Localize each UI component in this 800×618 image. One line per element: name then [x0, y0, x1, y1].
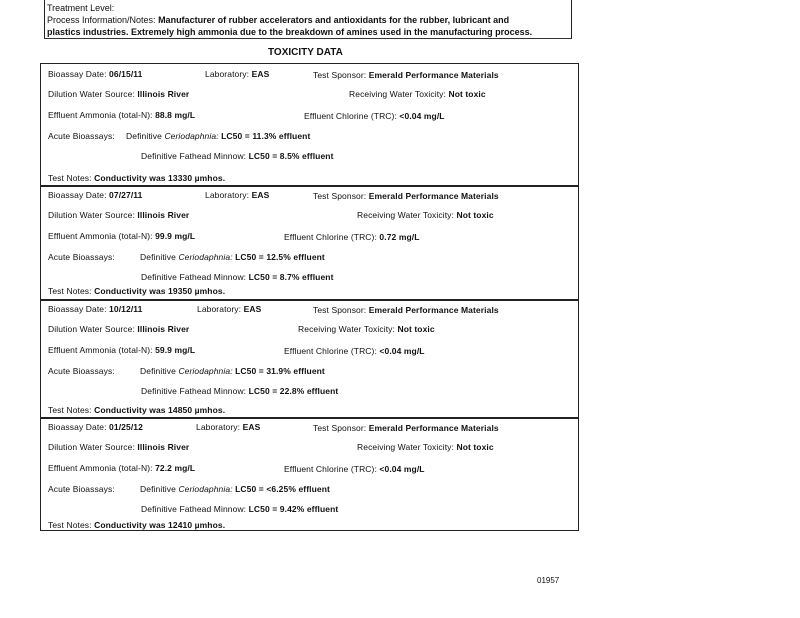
- receiving-water-toxicity: Receiving Water Toxicity: Not toxic: [349, 89, 486, 99]
- effluent-ammonia: Effluent Ammonia (total-N): 99.9 mg/L: [48, 231, 196, 241]
- acute-bioassays-label: Acute Bioassays:: [48, 252, 115, 262]
- effluent-chlorine: Effluent Chlorine (TRC): <0.04 mg/L: [284, 464, 425, 474]
- header-box-left-border: [44, 0, 45, 38]
- record-separator: [40, 299, 578, 301]
- effluent-ammonia: Effluent Ammonia (total-N): 59.9 mg/L: [48, 345, 196, 355]
- test-notes: Test Notes: Conductivity was 13330 µmhos.: [48, 173, 226, 183]
- effluent-ammonia: Effluent Ammonia (total-N): 88.8 mg/L: [48, 110, 196, 120]
- fathead-minnow-result: Definitive Fathead Minnow: LC50 = 8.5% effluent: [141, 151, 334, 161]
- toxicity-data-title: TOXICITY DATA: [268, 47, 343, 58]
- bioassay-date: Bioassay Date: 06/15/11: [48, 69, 143, 79]
- test-sponsor: Test Sponsor: Emerald Performance Materials: [313, 70, 499, 80]
- bioassay-date: Bioassay Date: 01/25/12: [48, 422, 143, 432]
- receiving-water-toxicity: Receiving Water Toxicity: Not toxic: [298, 324, 435, 334]
- fathead-minnow-result: Definitive Fathead Minnow: LC50 = 8.7% effluent: [141, 272, 334, 282]
- ceriodaphnia-result: Definitive Ceriodaphnia: LC50 = 12.5% effluent: [140, 252, 325, 262]
- effluent-chlorine: Effluent Chlorine (TRC): <0.04 mg/L: [304, 111, 445, 121]
- test-sponsor: Test Sponsor: Emerald Performance Materials: [313, 191, 499, 201]
- process-notes-line1: Process Information/Notes: Manufacturer of rubber accelerators and antioxidants for the rubber, lubricant and: [47, 15, 510, 25]
- record-separator: [40, 185, 578, 187]
- header-box-right-border: [571, 0, 572, 38]
- acute-bioassays-label: Acute Bioassays:: [48, 366, 115, 376]
- laboratory: Laboratory: EAS: [205, 190, 270, 200]
- acute-bioassays-label: Acute Bioassays:: [48, 484, 115, 494]
- header-box-bottom-border: [44, 38, 572, 39]
- effluent-chlorine: Effluent Chlorine (TRC): 0.72 mg/L: [284, 232, 420, 242]
- bioassay-date: Bioassay Date: 10/12/11: [48, 304, 143, 314]
- acute-bioassays-label: Acute Bioassays:: [48, 131, 115, 141]
- test-sponsor: Test Sponsor: Emerald Performance Materials: [313, 305, 499, 315]
- page-number: 01957: [537, 576, 560, 585]
- dilution-water-source: Dilution Water Source: Illinois River: [48, 442, 190, 452]
- ceriodaphnia-result: Definitive Ceriodaphnia: LC50 = 31.9% effluent: [140, 366, 325, 376]
- laboratory: Laboratory: EAS: [196, 422, 261, 432]
- treatment-level-label: Treatment Level:: [47, 3, 115, 13]
- ceriodaphnia-result: Definitive Ceriodaphnia: LC50 = 11.3% effluent: [126, 131, 311, 141]
- dilution-water-source: Dilution Water Source: Illinois River: [48, 210, 190, 220]
- test-notes: Test Notes: Conductivity was 12410 µmhos.: [48, 520, 226, 530]
- fathead-minnow-result: Definitive Fathead Minnow: LC50 = 22.8% effluent: [141, 386, 339, 396]
- receiving-water-toxicity: Receiving Water Toxicity: Not toxic: [357, 210, 494, 220]
- bioassay-date: Bioassay Date: 07/27/11: [48, 190, 143, 200]
- effluent-ammonia: Effluent Ammonia (total-N): 72.2 mg/L: [48, 463, 196, 473]
- dilution-water-source: Dilution Water Source: Illinois River: [48, 89, 190, 99]
- dilution-water-source: Dilution Water Source: Illinois River: [48, 324, 190, 334]
- record-separator: [40, 417, 578, 419]
- effluent-chlorine: Effluent Chlorine (TRC): <0.04 mg/L: [284, 346, 425, 356]
- laboratory: Laboratory: EAS: [205, 69, 270, 79]
- laboratory: Laboratory: EAS: [197, 304, 262, 314]
- ceriodaphnia-result: Definitive Ceriodaphnia: LC50 = <6.25% effluent: [140, 484, 330, 494]
- test-notes: Test Notes: Conductivity was 19350 µmhos.: [48, 286, 226, 296]
- receiving-water-toxicity: Receiving Water Toxicity: Not toxic: [357, 442, 494, 452]
- test-notes: Test Notes: Conductivity was 14850 µmhos.: [48, 405, 226, 415]
- fathead-minnow-result: Definitive Fathead Minnow: LC50 = 9.42% effluent: [141, 504, 339, 514]
- test-sponsor: Test Sponsor: Emerald Performance Materials: [313, 423, 499, 433]
- process-notes-line2: plastics industries. Extremely high ammonia due to the breakdown of amines used in the manufacturing process.: [47, 27, 533, 37]
